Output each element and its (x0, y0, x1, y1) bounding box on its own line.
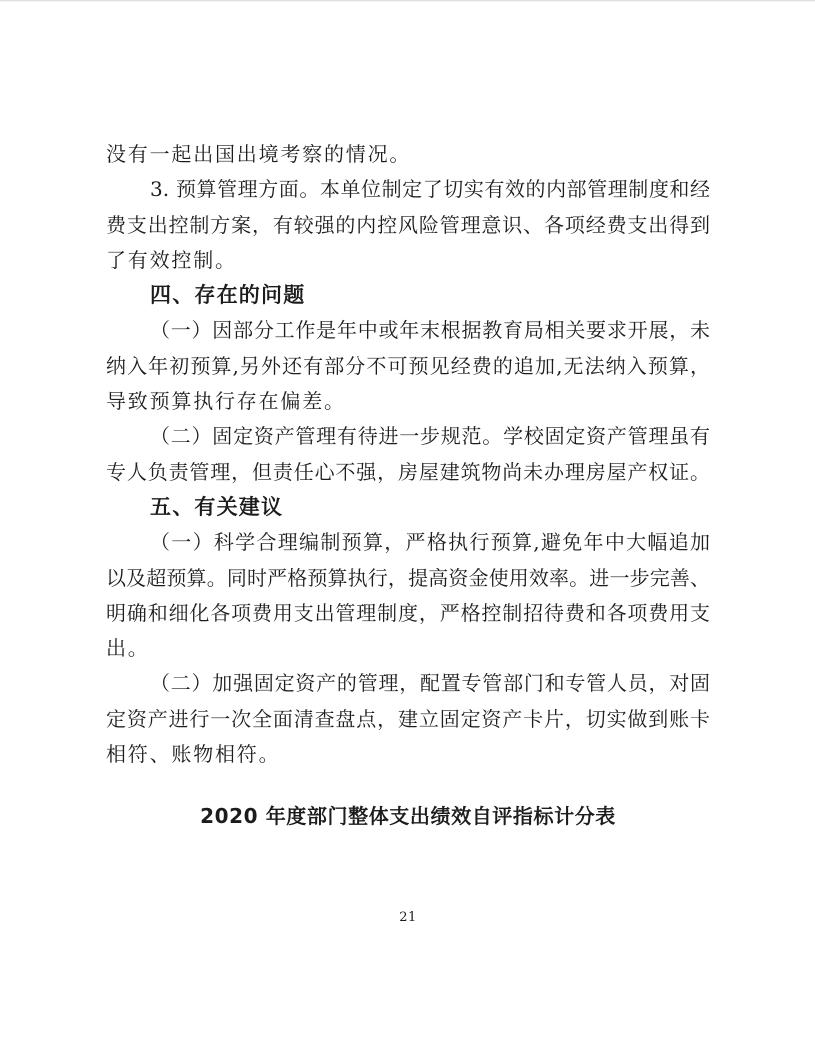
body-text-line: 定资产进行一次全面清查盘点，建立固定资产卡片，切实做到账卡 (106, 706, 710, 731)
body-text-line: 3. 预算管理方面。本单位制定了切实有效的内部管理制度和经 (150, 177, 710, 202)
scan-top-edge (0, 0, 815, 2)
body-text-line: 纳入年初预算,另外还有部分不可预见经费的追加,无法纳入预算， (106, 353, 710, 378)
body-text-line: 没有一起出国出境考察的情况。 (106, 142, 412, 166)
body-text-line: 导致预算执行存在偏差。 (106, 389, 346, 414)
body-text-line: （一）科学合理编制预算，严格执行预算,避免年中大幅追加 (150, 530, 710, 555)
section-heading-issues: 四、存在的问题 (150, 283, 306, 308)
body-text-line: （二）固定资产管理有待进一步规范。学校固定资产管理虽有 (150, 424, 710, 449)
body-text-line: 专人负责管理，但责任心不强，房屋建筑物尚未办理房屋产权证。 (106, 459, 710, 484)
document-body (106, 137, 710, 928)
body-text-line: 以及超预算。同时严格预算执行，提高资金使用效率。进一步完善、 (106, 565, 710, 590)
body-text-line: 出。 (106, 636, 150, 661)
body-text-line: 费支出控制方案，有较强的内控风险管理意识、各项经费支出得到 (106, 212, 710, 237)
body-text-line: 相符、账物相符。 (106, 742, 281, 767)
body-text-line: 了有效控制。 (106, 247, 237, 272)
body-text-line: 明确和细化各项费用支出管理制度，严格控制招待费和各项费用支 (106, 600, 710, 625)
body-text-line: （一）因部分工作是年中或年末根据教育局相关要求开展，未 (150, 318, 710, 343)
table-title: 2020 年度部门整体支出绩效自评指标计分表 (200, 804, 616, 829)
page-number: 21 (399, 910, 417, 926)
body-text-line: （二）加强固定资产的管理，配置专管部门和专管人员，对固 (150, 671, 710, 696)
section-heading-suggestions: 五、有关建议 (150, 494, 284, 519)
